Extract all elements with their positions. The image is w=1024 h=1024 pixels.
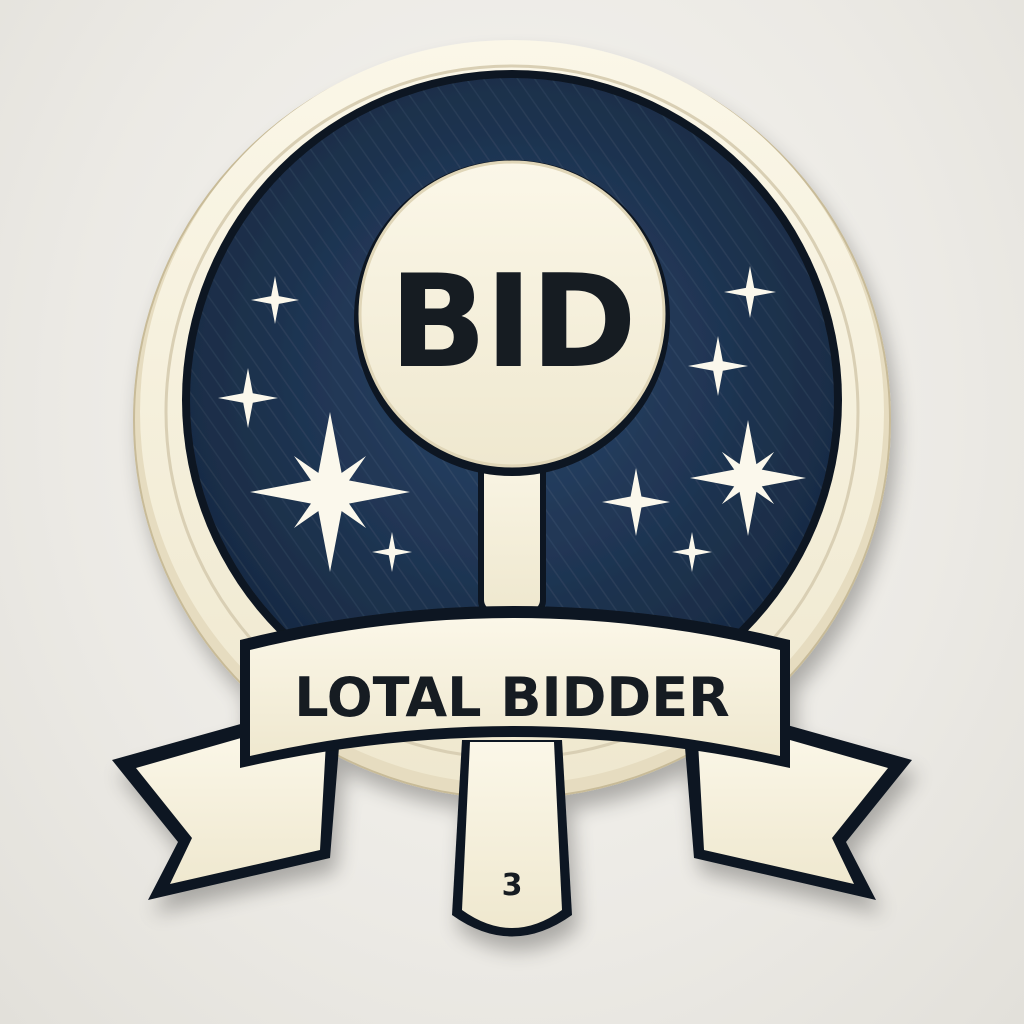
paddle-text: BID [389,248,635,397]
handle-number: 3 [501,868,523,903]
banner-text: LOTAL BIDDER [294,666,730,729]
paddle-handle [452,740,572,937]
